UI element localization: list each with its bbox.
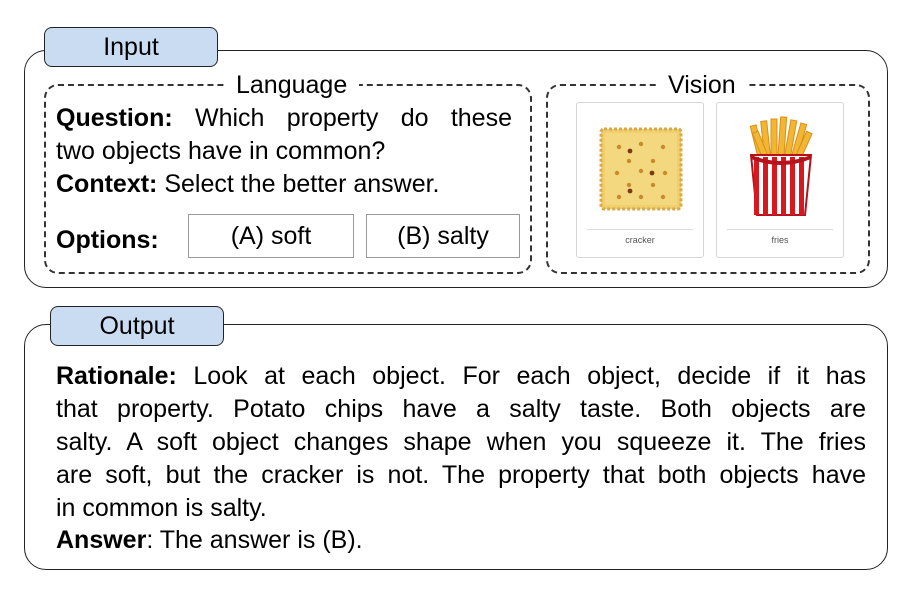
option-b-button[interactable]: (B) salty bbox=[366, 214, 520, 258]
rationale-line-2: that property. Potato chips have a salty taste. Both objects are bbox=[56, 395, 866, 423]
rationale-line-3: salty. A soft object changes shape when you squeeze it. The fries bbox=[56, 428, 866, 456]
context-label: Context: bbox=[56, 170, 158, 198]
question-line-2: two objects have in common? bbox=[56, 137, 386, 165]
context-line bbox=[56, 168, 440, 201]
rationale-line-4: are soft, but the cracker is not. The property that both objects have bbox=[56, 461, 866, 489]
fries-image bbox=[725, 111, 835, 223]
answer-label: Answer bbox=[56, 526, 147, 554]
answer-line bbox=[56, 524, 363, 557]
option-a-button[interactable]: (A) soft bbox=[188, 214, 354, 258]
input-tab: Input bbox=[44, 27, 218, 67]
question-line-1 bbox=[56, 102, 512, 135]
rationale-line-5: in common is salty. bbox=[56, 494, 267, 522]
answer-text: : The answer is (B). bbox=[146, 526, 363, 554]
language-title: Language bbox=[224, 70, 359, 100]
cracker-card-divider bbox=[587, 229, 693, 230]
fries-caption: fries bbox=[771, 235, 789, 245]
cracker-caption: cracker bbox=[625, 235, 655, 245]
fries-card bbox=[716, 102, 844, 258]
cracker-card bbox=[576, 102, 704, 258]
options-label: Options: bbox=[56, 226, 159, 254]
context-text: Select the better answer. bbox=[164, 170, 440, 198]
rationale-line-1: Rationale: Look at each object. For each object, decide if it has bbox=[56, 362, 867, 390]
fries-card-divider bbox=[727, 229, 833, 230]
cracker-image bbox=[585, 111, 695, 223]
rationale-block bbox=[56, 360, 866, 525]
rationale-label: Rationale: bbox=[56, 362, 177, 390]
question-label: Question: bbox=[56, 104, 173, 132]
question-text-1: Which property do these bbox=[194, 104, 512, 132]
output-tab: Output bbox=[50, 306, 224, 346]
vision-title: Vision bbox=[656, 70, 748, 100]
